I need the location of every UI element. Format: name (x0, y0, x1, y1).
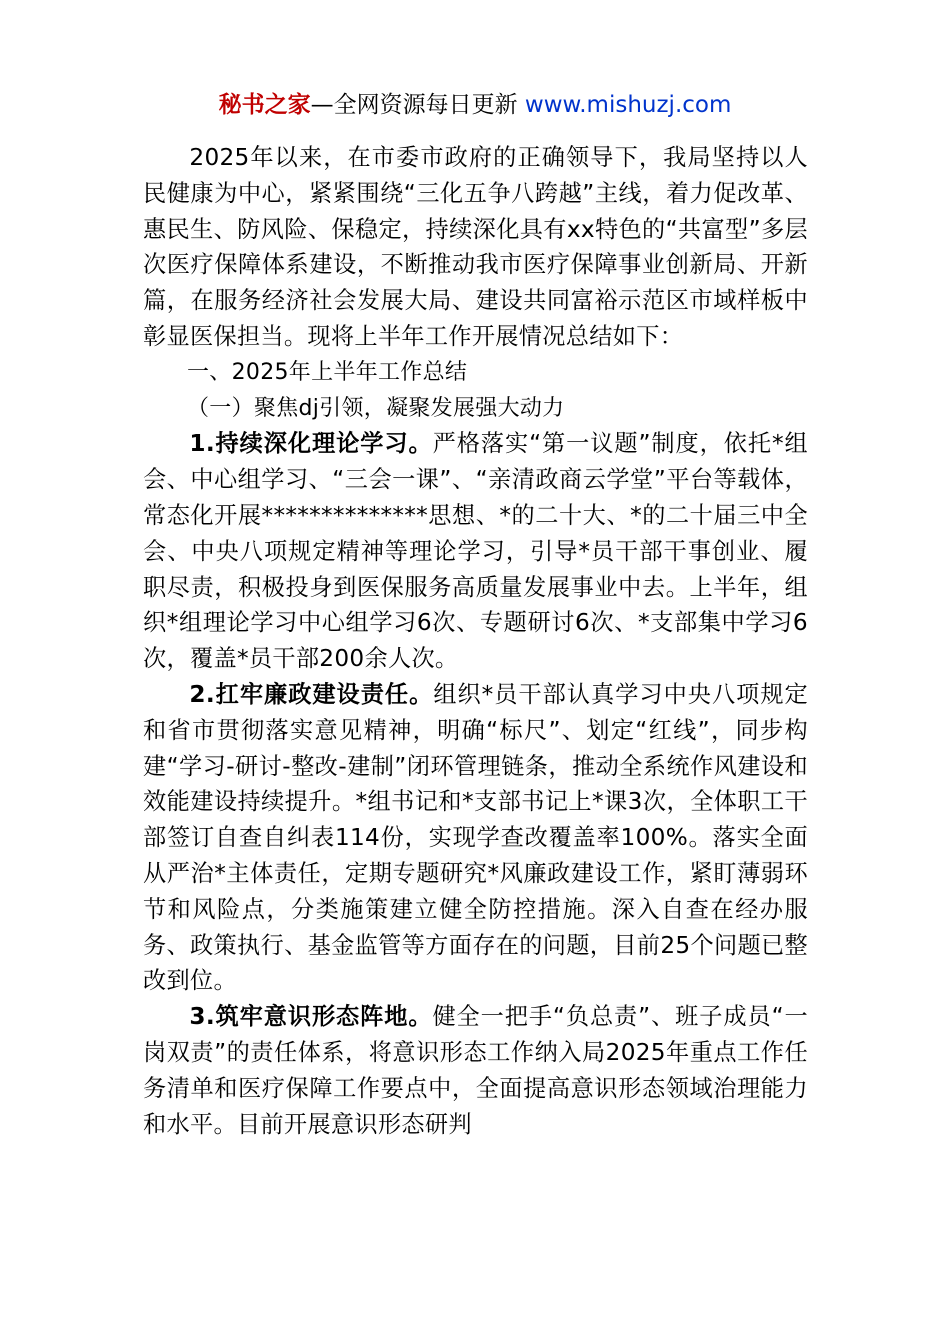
item-lead-2: 2.扛牢廉政建设责任。 (189, 680, 434, 708)
item-paragraph-1 (143, 426, 808, 677)
item-paragraph-3 (143, 999, 808, 1142)
site-header (0, 88, 950, 122)
item-paragraph-2 (143, 677, 808, 999)
item-lead-3: 3.筑牢意识形态阵地。 (189, 1003, 433, 1031)
intro-paragraph: 2025年以来，在市委市政府的正确领导下，我局坚持以人民健康为中心，紧紧围绕“三化五争八跨越”主线，着力促改革、惠民生、防风险、保稳定，持续深化具有xx特色的“共富型”多层次医疗保障体系建设，不断推动我市医疗保障事业创新局、开新篇，在服务经济社会发展大局、建设共同富裕示范区市域样板中彰显医保担当。现将上半年工作开展情况总结如下： (143, 144, 808, 350)
item-text-2: 组织*员干部认真学习中央八项规定和省市贯彻落实意见精神，明确“标尺”、划定“红线”，同步构建“学习-研讨-整改-建制”闭环管理链条，推动全系统作风建设和效能建设持续提升。*组书记和*支部书记上*课3次，全体职工干部签订自查自纠表114份，实现学查改覆盖率100%。落实全面从严治*主体责任，定期专题研究*风廉政建设工作，紧盯薄弱环节和风险点，分类施策建立健全防控措施。深入自查在经办服务、政策执行、基金监管等方面存在的问题，目前25个问题已整改到位。 (143, 680, 808, 995)
item-text-1: 严格落实“第一议题”制度，依托*组会、中心组学习、“三会一课”、“亲清政商云学堂”平台等载体，常态化开展**************思想、*的二十大、*的二十届三中全会、中央八项规定精神等理论学习，引导*员干部干事创业、履职尽责，积极投身到医保服务高质量发展事业中去。上半年，组织*组理论学习中心组学习6次、专题研讨6次、*支部集中学习6次，覆盖*员干部200余人次。 (143, 430, 808, 673)
site-url-link[interactable]: www.mishuzj.com (524, 92, 732, 118)
item-text-3: 健全一把手“负总责”、班子成员“一岗双责”的责任体系，将意识形态工作纳入局2025年重点工作任务清单和医疗保障工作要点中，全面提高意识形态领域治理能力和水平。目前开展意识形态研判 (143, 1003, 808, 1138)
brand-name: 秘书之家 (218, 92, 311, 118)
section-heading: 一、2025年上半年工作总结 (187, 359, 468, 385)
item-lead-1: 1.持续深化理论学习。 (189, 430, 433, 458)
header-tagline: —全网资源每日更新 (310, 92, 518, 118)
subsection-heading: （一）聚焦dj引领，凝聚发展强大动力 (187, 395, 565, 421)
document-body (143, 140, 808, 1142)
